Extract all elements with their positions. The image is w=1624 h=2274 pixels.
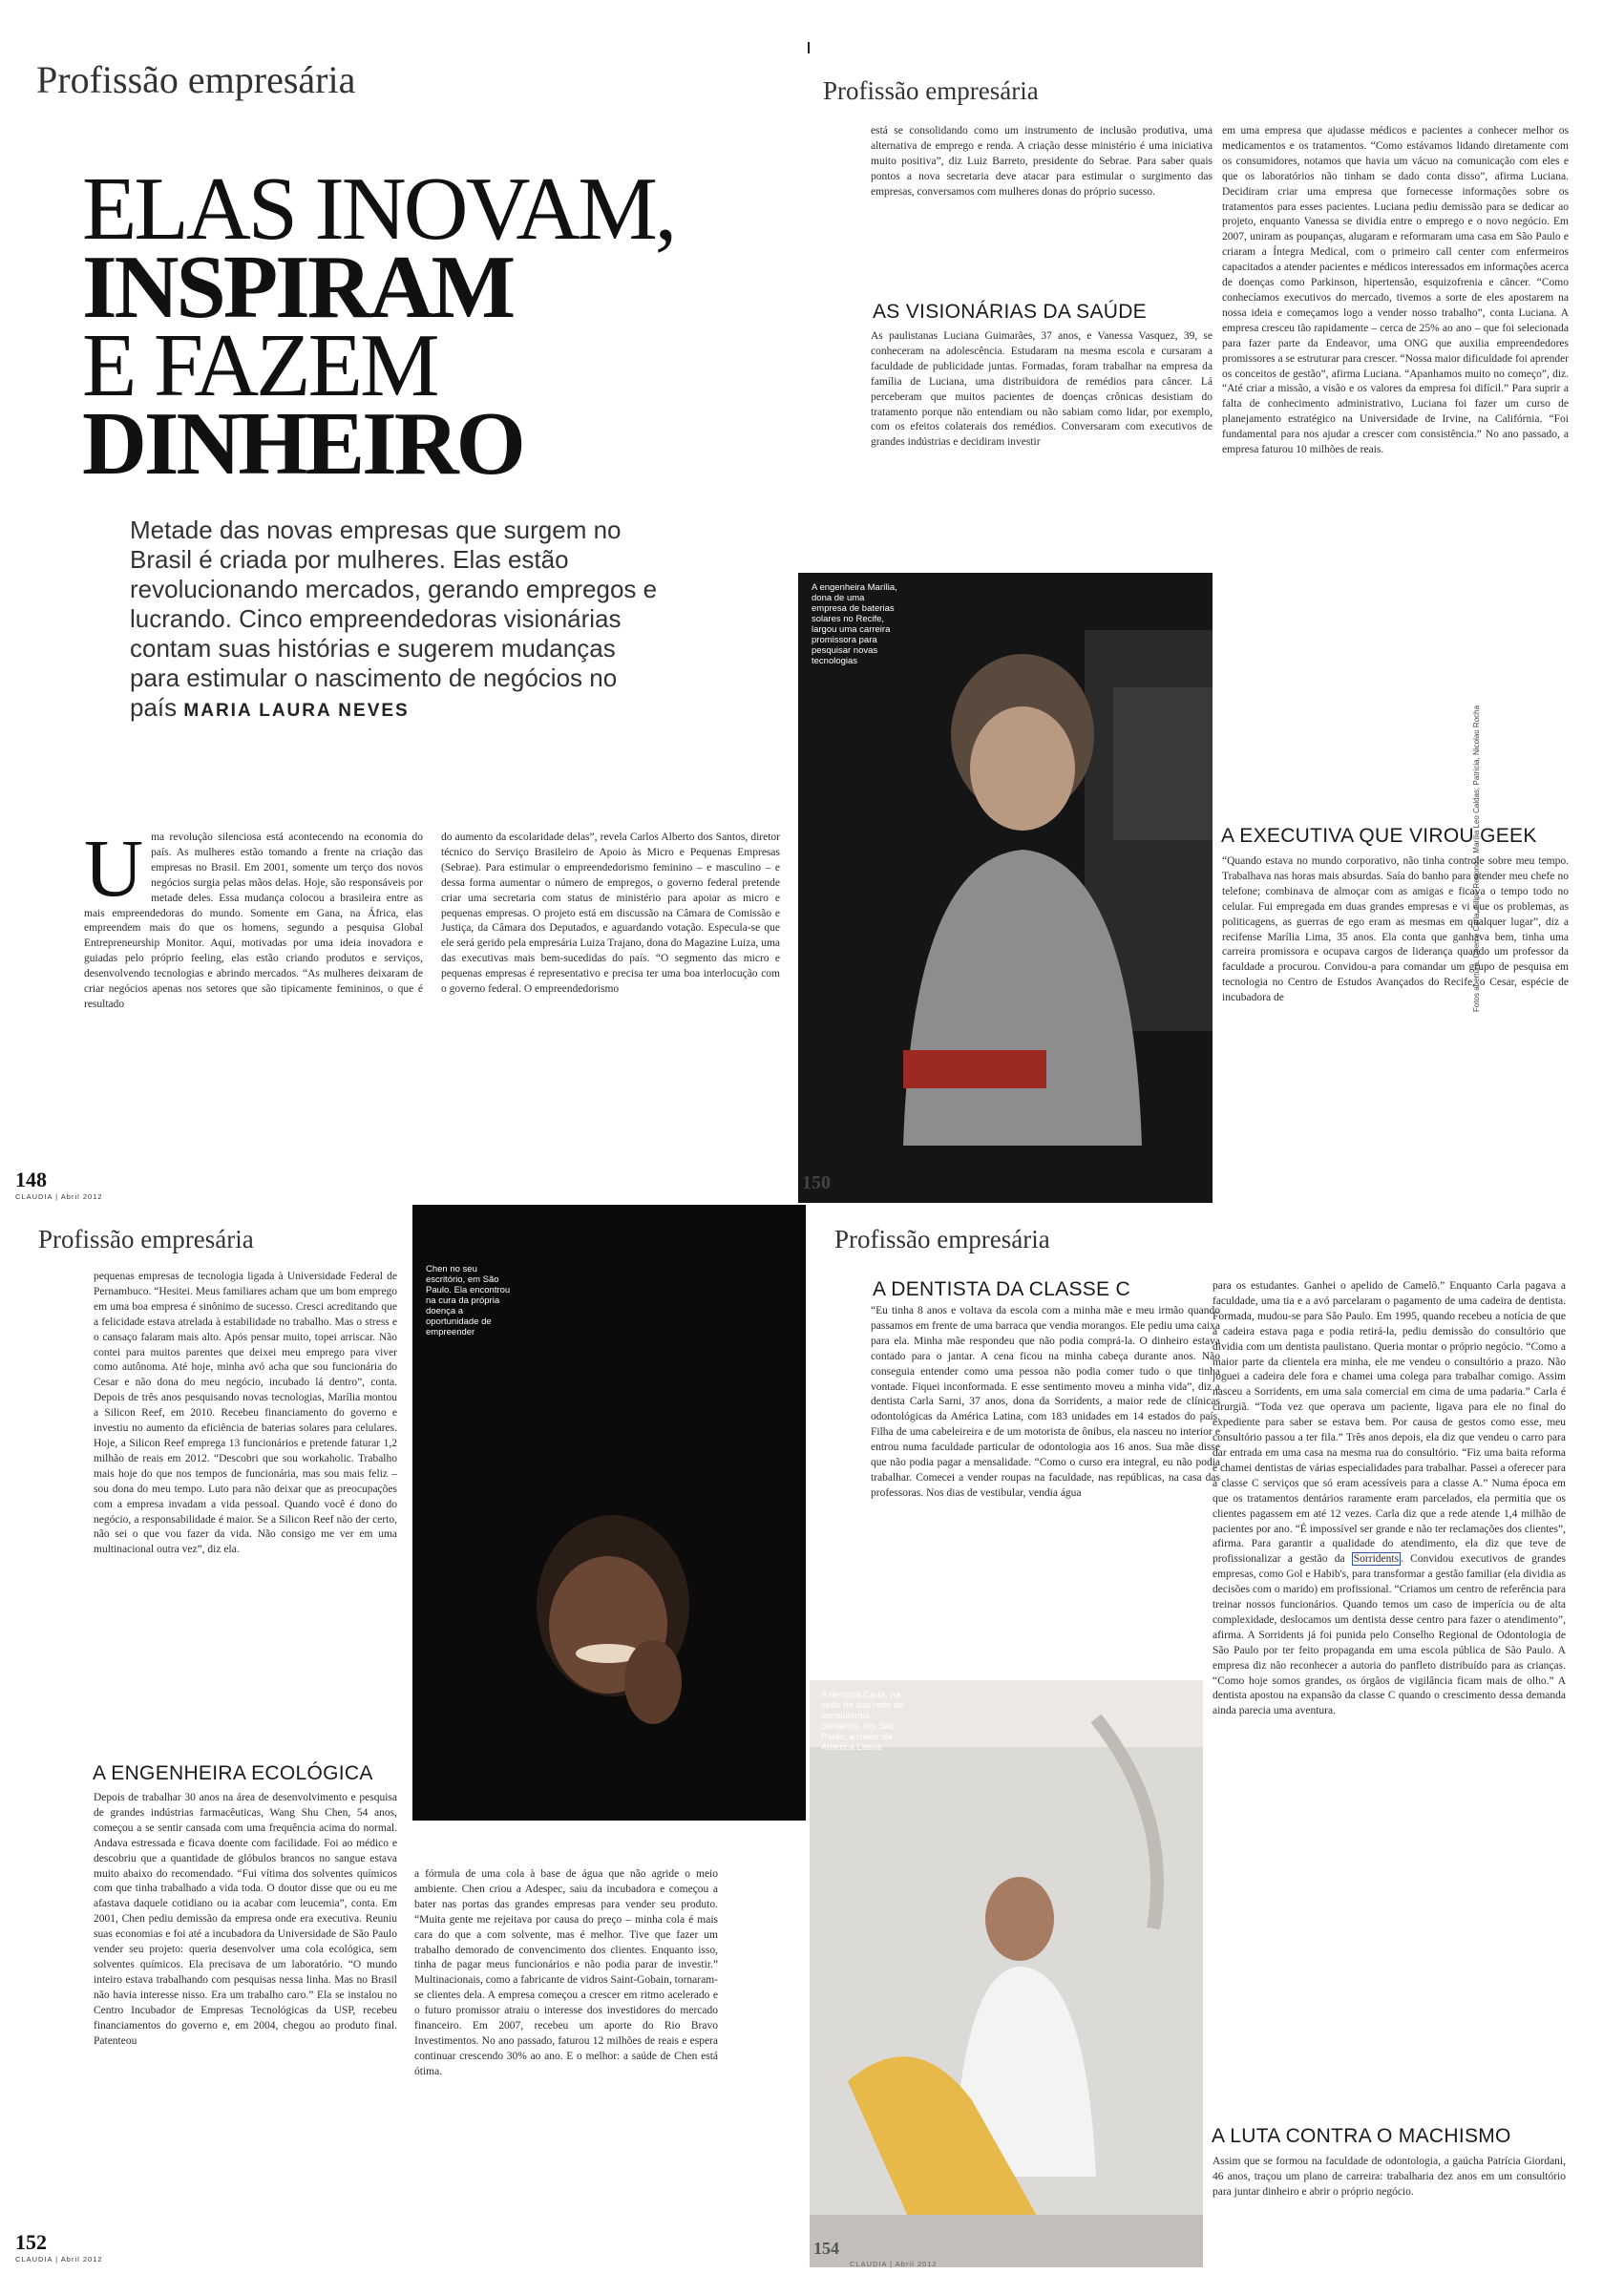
dek: [130, 516, 664, 726]
intro-dropcap: U: [84, 831, 144, 914]
photo-credits: Fotos abertura, Chen e Carla, Filipe Redondo. Marília Leo Caldas; Patrícia, Nicolau Rocha: [1472, 705, 1481, 1012]
p154-col-1: [871, 1304, 1220, 1667]
eco-heading: A ENGENHEIRA ECOLÓGICA: [93, 1762, 373, 1784]
p150-health-text: As paulistanas Luciana Guimarães, 37 anos, e Vanessa Vasquez, 39, se conheceram na adolescência. Estudaram na mesma escola e cursaram a faculdade de publicidade juntas. Formadas, foram trabalhar na empresa da família de Luciana, uma distribuidora de remédios para câncer. Lá perceberam que muitos pacientes de doenças crônicas desistiam do tratamento porque não entendiam ou não sabiam como lidar, por exemplo, com os efeitos colaterais dos remédios. Conversaram com executivos de grandes indústrias e decidiram investir: [871, 330, 1213, 449]
headline-line-2: INSPIRAM: [82, 238, 514, 337]
section-title-p154: Profissão empresária: [834, 1225, 1050, 1253]
p154-machismo-text: Assim que se formou na faculdade de odontologia, a gaúcha Patrícia Giordani, 46 anos, traçou um plano de carreira: trabalharia dez anos em um consultório para juntar dinheiro e abrir o próprio negócio.: [1213, 2156, 1566, 2198]
p152-eco-text: Depois de trabalhar 30 anos na área de desenvolvimento e pesquisa de grandes indústrias farmacêuticas, Wang Shu Chen, 54 anos, começou a se sentir cansada com uma frequência acima do normal. Andava estressada e ficava doente com facilidade. Foi ao médico e descobriu que a quantidade de glóbulos brancos no sangue estava muito abaixo do recomendado. “Fui vítima dos solventes químicos com que tinha trabalhado a vida toda. O doutor disse que ou eu me afastava daquele cotidiano ou ia acabar com leucemia”, conta. Em 2001, Chen pediu demissão da empresa onde era executiva. Reuniu suas economias e foi até a incubadora da Universidade de São Paulo vender seu projeto: queria desenvolver uma cola ecológica, sem solventes químicos. Ela precisava de um laboratório. “O mundo inteiro estava trabalhando com pesquisas nessa linha. Mas no Brasil não havia interesse nisso. Era um trabalho caro.” Ela se instalou no Centro Incubador de Empresas Tecnológicas da USP, recebeu financiamentos do governo e, em 2004, chegou ao produto final. Patenteou: [94, 1792, 397, 2047]
headline: [82, 159, 675, 494]
folio-p152: [15, 2230, 103, 2263]
dek-text: Metade das novas empresas que surgem no Brasil é criada por mulheres. Elas estão revolucionando mercados, gerando empregos e lucrando. Cinco empreendedoras visionárias contam suas histórias e sugerem mudanças para estimular o nascimento de negócios no país: [130, 516, 658, 722]
p150-health-col: [871, 329, 1213, 544]
p150-right-text: em uma empresa que ajudasse médicos e pacientes a conhecer melhor os medicamentos e os tratamentos. “Como estávamos lidando diretamente com os consumidores, notamos que havia um vácuo na comunicação com eles e que os laboratórios não tinham se dado conta disso”, afirma Luciana. Decidiram criar uma empresa que fornecesse informações sobre os tratamentos para esses pacientes. Luciana pediu demissão para se dedicar ao projeto, enquanto Vanessa se dividia entre o emprego e o novo negócio. Em 2007, uniram as poupanças, alugaram e reformaram uma casa em São Paulo e criaram a Íntegra Medical, com o primeiro call center com enfermeiros capacitados a atender pacientes e médicos interessados em informações acerca de doenças como Parkinson, hipertensão, esquizofrenia e câncer. “Como conhecíamos executivos do mercado, tivemos a sorte de eles apostarem na nossa ideia e começamos logo a vender nosso trabalho”, conta Luciana. A empresa cresceu tão rapidamente – cerca de 25% ao ano – que foi selecionada para fazer parte da Endeavor, uma ONG que auxilia empreendedores promissores a se estruturar para crescer. “Nossa maior dificuldade foi aprender os conceitos de gestão”, afirma Luciana. “Apanhamos muito no começo”, diz. “Até criar a missão, a visão e os valores da empresa foi difícil.” Para suprir a falta de conhecimento administrativo, Luciana foi fazer um curso de planejamento estratégico na Universidade de Irvine, na Califórnia. “Foi fundamental para nos ajudar a crescer com consistência.” No ano passado, a empresa faturou 10 milhões de reais.: [1222, 125, 1569, 456]
geek-heading: A EXECUTIVA QUE VIROU GEEK: [1221, 825, 1537, 847]
page-number-152: 152: [15, 2230, 47, 2254]
gutter-mark: [808, 42, 810, 53]
page-number-154: 154: [813, 2239, 839, 2258]
health-heading: AS VISIONÁRIAS DA SAÚDE: [873, 301, 1147, 323]
p154-col-2-text-b: . Convidou executivos de grandes empresas, como Gol e Habib's, para transformar a gestão familiar (ela dividia as decisões com o marido) em profissional. “Criamos um centro de referência para treinar nossos funcionários. Quando temos um caso de imperícia ou de alta complexidade, deslocamos um dentista desse centro para fazer o atendimento”, afirma. A Sorridents já foi punida pelo Conselho Regional de Odontologia de São Paulo por ter feito propaganda em uma escola pública de São Paulo. A empresa diz não reconhecer a autoria do panfleto distribuído para as crianças. “Como hoje somos grandes, os órgãos de vigilância ficam mais de olho.” A dentista apostou na expansão da classe C quando o crescimento dessa demanda ainda parecia uma aventura.: [1213, 1553, 1566, 1717]
headline-line-4: DINHEIRO: [82, 394, 523, 494]
sorridents-link[interactable]: Sorridents: [1353, 1553, 1400, 1566]
headline-line-3: E FAZEM: [82, 316, 437, 415]
p152-col-1: [94, 1270, 397, 1737]
folio-p148: [15, 1168, 103, 1201]
page-number-148: 148: [15, 1168, 47, 1191]
section-title-p150: Profissão empresária: [823, 76, 1039, 105]
photo-carla: [810, 1680, 1203, 2267]
p152-eco-col: [94, 1791, 397, 2221]
p150-geek-text: “Quando estava no mundo corporativo, não tinha controle sobre meu tempo. Trabalhava nas horas mais absurdas. Saía do banho para atender meu chefe no telefone; combinava de almoçar com as amigas e ficava o tempo todo no celular. Fui empregada em duas grandes empresas e vi que os problemas, as politicagens, as guerras de ego eram as mesmas em qualquer lugar”, diz a recifense Marília Lima, 35 anos. Ela conta que ganhava bem, tinha uma carreira promissora e ocupava cargos de liderança quando um professor da faculdade a procurou. Convidou-a para comandar um grupo de pesquisa em tecnologia no Centro de Estudos Avançados do Recife, o Cesar, espécie de incubadora de: [1222, 855, 1569, 1004]
intro-col-1: [84, 831, 423, 1165]
p150-right-col: [1222, 124, 1569, 792]
magazine-issue-154: CLAUDIA | Abril 2012: [850, 2260, 938, 2268]
magazine-issue-152: CLAUDIA | Abril 2012: [15, 2255, 103, 2263]
magazine-issue-148: CLAUDIA | Abril 2012: [15, 1192, 103, 1201]
photo-chen: [412, 1205, 806, 1821]
photo-chen-caption: Chen no seu escritório, em São Paulo. Ela encontrou na cura da própria doença a oportunidade de empreender: [426, 1264, 511, 1337]
photo-carla-caption: A dentista Carla, na sede de sua rede de consultórios dentários, em São Paulo, a maior da América Latina: [821, 1690, 904, 1753]
section-title-p148: Profissão empresária: [36, 58, 356, 101]
headline-line-1: ELAS INOVAM,: [82, 159, 675, 259]
p154-col-1-text: “Eu tinha 8 anos e voltava da escola com a minha mãe e meu irmão quando passamos em frente de uma barraca que vendia morangos. Ele pediu uma caixa para ela. Minha mãe respondeu que não podia comprá-la. O dinheiro estava contado para o jantar. A cena ficou na minha cabeça durante anos. Não conseguia entender como uma pessoa não podia comer tudo o que tinha vontade. Fiquei inconformada. E esse sentimento moveu a minha vida”, diz a dentista Carla Sarni, 37 anos, dona da Sorridents, a maior rede de clínicas odontológicas da América Latina, com 183 unidades em 14 estados do país. Filha de uma cabeleireira e de um motorista de ônibus, ela nasceu no interior e entrou numa faculdade particular de odontologia aos 16 anos. Sua mãe disse que não podia pagar a mensalidade. “Como o curso era integral, eu não podia trabalhar. Comecei a vender roupas na faculdade, nas repúblicas, na casa das professoras. Nos dias de vestibular, vendia água: [871, 1305, 1220, 1499]
byline: MARIA LAURA NEVES: [183, 701, 410, 721]
p152-col-1-text: pequenas empresas de tecnologia ligada à Universidade Federal de Pernambuco. “Hesitei. Meus familiares acham que um bom emprego em uma boa empresa é sinônimo de sucesso. Cresci acreditando que a felicidade estava atrelada à estabilidade no trabalho. Mas o stress e o cansaço falaram mais alto. Após pensar muito, topei arriscar. Não contei para muitos parentes que deixei meu emprego para viver como autônoma. Até hoje, minha avó acha que sou funcionária do Cesar e não dona do meu negócio, incubado lá dentro”, conta. Depois de três anos pesquisando novas tecnologias, Marília montou a Silicon Reef, em 2010. Recebeu financiamento do governo e investiu no aumento da eficiência de baterias solares para celulares. Hoje, a Silicon Reef emprega 13 funcionários e pretende faturar 1,2 milhão de reais em 2012. “Descobri que sou workaholic. Trabalho mais hoje do que nos tempos de funcionária, mas sou mais feliz – sou dona do meu tempo. Luto para não deixar que as preocupações com a empresa invadam a vida pessoal. Quando você é dono do negócio, a responsabilidade é maior. Se a Silicon Reef não der certo, não sei o que vou fazer da vida. Não consigo me ver em uma multinacional outra vez”, diz ela.: [94, 1271, 397, 1556]
intro-col-2-text: do aumento da escolaridade delas”, revela Carlos Alberto dos Santos, diretor técnico do Serviço Brasileiro de Apoio às Micro e Pequenas Empresas (Sebrae). Para estimular o empreendedorismo feminino – e masculino – e dessa forma aumentar o número de empregos, o governo federal pretende criar uma secretaria com status de ministério para apoiar as micro e pequenas empresas. O projeto está em discussão na Câmara de Comissão e Justiça, da Câmara dos Deputados, e aguardando votação. Especula-se que ele será gerido pela empresária Luiza Trajano, dona do Magazine Luiza, uma das executivas mais bem-sucedidas do país. “O segmento das micro e pequenas empresas é representativo e precisa ter uma boa interlocução com o governo federal. O empreendedorismo: [441, 832, 780, 996]
photo-marilia: [798, 573, 1213, 1203]
p150-top-text: está se consolidando como um instrumento de inclusão produtiva, uma alternativa de emprego e renda. A criação desse ministério é uma iniciativa muito positiva”, diz Luiz Barreto, presidente do Sebrae. Para saber quais pontos a nova secretaria deve atacar para estimular o surgimento das empresas, conversamos com mulheres donas do próprio sucesso.: [871, 125, 1213, 198]
p150-geek-col: [1222, 854, 1569, 1179]
folio-p154: [813, 2239, 839, 2259]
p154-machismo-col: [1213, 2155, 1566, 2221]
intro-col-1-text: ma revolução silenciosa está acontecendo na economia do país. As mulheres estão tomando a frente na criação das empresas no Brasil. Em 2001, somente um terço dos novos negócios surgia pelas mãos delas. Hoje, são responsáveis por metade deles. Essa mudança colocou a brasileira entre as mais empreendedoras do mundo. Somente em Gana, na África, elas empreendem mais do que os homens, segundo a pesquisa Global Entrepreneurship Monitor. Aqui, motivadas por uma ideia inovadora e guiadas pelo próprio feeling, elas estão criando produtos e serviços, desenvolvendo tecnologias e abrindo mercados. “As mulheres deixaram de criar negócios apenas nos setores que são tipicamente femininos, o que é resultado: [84, 832, 423, 1010]
dentist-heading: A DENTISTA DA CLASSE C: [873, 1278, 1130, 1300]
dek-block: [130, 516, 664, 726]
machismo-heading: A LUTA CONTRA O MACHISMO: [1212, 2125, 1511, 2147]
photo-marilia-figure: [798, 573, 1213, 1203]
intro-col-2: [441, 831, 780, 1165]
p152-col-3-text: a fórmula de uma cola à base de água que não agride o meio ambiente. Chen criou a Adespec, saiu da incubadora e começou a bater nas portas das grandes empresas para vender seu produto. “Muita gente me rejeitava por causa do preço – minha cola é mais cara do que a com solvente, mas é melhor. Tive que fazer um trabalho demorado de convencimento dos clientes. Enquanto isso, tinha de pagar meus funcionários e não podia parar de investir.” Multinacionais, como a fabricante de vidros Saint-Gobain, tornaram-se clientes dela. A empresa começou a crescer em ritmo acelerado e o futuro promissor atraiu o interesse dos investidores do mercado financeiro. Em 2007, recebeu um aporte do Rio Bravo Investimentos. No ano passado, faturou 12 milhões de reais e espera continuar crescendo 30% ao ano. E o melhor: a saúde de Chen está ótima.: [414, 1868, 718, 2077]
page-number-150: 150: [802, 1172, 831, 1193]
p154-col-2: [1213, 1279, 1566, 2119]
p154-col-2-text-a: para os estudantes. Ganhei o apelido de Camelô.” Enquanto Carla pagava a faculdade, uma tia e a avó parcelaram o pagamento de uma cadeira de dentista. Formada, mudou-se para São Paulo. Em 1995, quando recebeu a notícia de que a cadeira estava paga e podia retirá-la, pediu demissão do consultório que dividia com um dentista paulistano. Queria montar o próprio negócio. “Como a maior parte da clientela era minha, ele me vendeu o consultório a prazo. Não joguei a cadeira dele fora e chamei uma colega para trabalhar comigo. Assim nasceu a Sorridents, em uma sala comercial em cima de uma padaria.” Carla é cirurgiã. “Toda vez que operava um paciente, ligava para ele no final do expediente para saber se estava bem. Por causa de gestos como esse, meu consultório passou a ter fila.” Três anos depois, ela diz que vendeu o carro para dar entrada em uma casa na mesma rua do consultório. “Fiz uma baita reforma e chamei dentistas de várias especialidades para trabalhar. Passei a oferecer para a classe C serviços que só eram acessíveis para a classe A.” Numa época em que os tratamentos dentários raramente eram parcelados, ela permitia que os clientes pagassem em até 12 vezes. Carla diz que a rede atende 1,4 milhão de pacientes por ano. “É impossível ser grande e não ter reclamações dos clientes”, afirma. Para garantir a qualidade do atendimento, ela diz que teve de profissionalizar a gestão da: [1213, 1280, 1566, 1566]
p150-top-col: [871, 124, 1213, 267]
photo-carla-figure: [810, 1680, 1203, 2267]
p152-col-3: [414, 1867, 718, 2221]
photo-marilia-caption: A engenheira Marília, dona de uma empresa de baterias solares no Recife, largou uma carreira promissora para pesquisar novas tecnologias: [812, 582, 897, 666]
section-title-p152: Profissão empresária: [38, 1225, 254, 1253]
